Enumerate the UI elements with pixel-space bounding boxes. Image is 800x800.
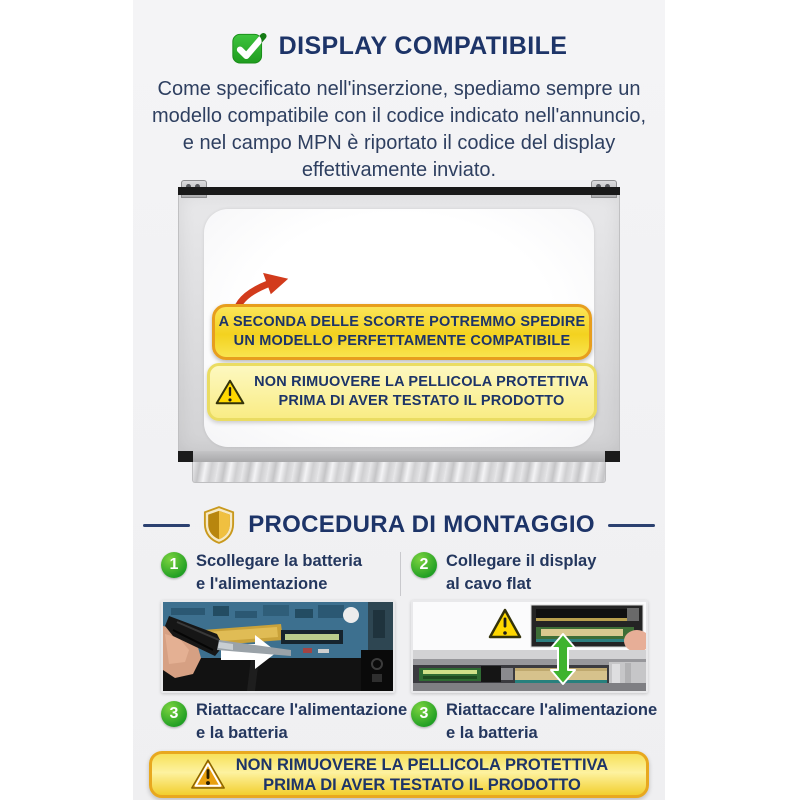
- footer-banner-line: NON RIMUOVERE LA PELLICOLA PROTETTIVA: [235, 755, 609, 774]
- connector-inset-photo: [531, 605, 648, 652]
- panel-top-strip: [178, 187, 620, 195]
- step-item-1: [161, 550, 411, 596]
- steps-row-1: [133, 550, 665, 596]
- panel-bottom-bar: [178, 451, 620, 462]
- bar-end-cap: [605, 451, 620, 462]
- footer-banner-line: PRIMA DI AVER TESTATO IL PRODOTTO: [263, 775, 581, 794]
- intro-line: Come specificato nell'inserzione, spediamo sempre un: [157, 78, 641, 100]
- step-number-badge: 1: [161, 552, 187, 578]
- listing-image: [133, 0, 665, 800]
- step-text-line: e l'alimentazione: [196, 575, 328, 593]
- shield-icon: [203, 505, 235, 545]
- footer-warning-banner: [149, 751, 649, 798]
- page-title: DISPLAY COMPATIBILE: [278, 31, 568, 60]
- steps-row-2: [133, 699, 665, 745]
- intro-paragraph: [133, 76, 665, 184]
- film-banner: [207, 363, 597, 421]
- footer-banner-text: [236, 755, 608, 795]
- warning-triangle-icon: [190, 758, 226, 791]
- film-banner-line: PRIMA DI AVER TESTATO IL PRODOTTO: [278, 393, 565, 409]
- film-banner-line: NON RIMUOVERE LA PELLICOLA PROTETTIVA: [254, 374, 589, 390]
- bar-end-cap: [178, 451, 193, 462]
- column-divider: [400, 552, 401, 596]
- step1-photo: [161, 600, 395, 693]
- stock-banner: [212, 304, 592, 360]
- step-number-badge: 2: [411, 552, 437, 578]
- step-text: [446, 699, 657, 745]
- checkmark-icon: [231, 27, 267, 65]
- intro-line: e nel campo MPN è riportato il codice del display: [182, 132, 616, 154]
- step-text-line: Scollegare la batteria: [196, 552, 362, 570]
- header: [133, 26, 665, 66]
- step-number-badge: 3: [411, 701, 437, 727]
- intro-line: modello compatibile con il codice indicato nell'annuncio,: [151, 105, 647, 127]
- panel-foil-strip: [192, 462, 606, 483]
- film-banner-text: [254, 373, 589, 411]
- step-item-3-left: [161, 699, 411, 745]
- intro-line: effettivamente inviato.: [301, 159, 497, 181]
- divider-line: [608, 524, 655, 527]
- step-text-line: e la batteria: [196, 724, 288, 742]
- step-item-3-right: [411, 699, 663, 745]
- step-text-line: Riattaccare l'alimentazione: [446, 701, 658, 719]
- photos-row: [133, 600, 665, 693]
- laptop-panel-image: [178, 187, 620, 483]
- divider-line: [143, 524, 190, 527]
- warning-triangle-icon: [215, 378, 245, 406]
- step-text-line: Collegare il display: [446, 552, 597, 570]
- step-number-badge: 3: [161, 701, 187, 727]
- step-text: [446, 550, 596, 596]
- stock-banner-line: UN MODELLO PERFETTAMENTE COMPATIBILE: [233, 333, 571, 349]
- step2-photo: [411, 600, 648, 693]
- procedure-header: [133, 503, 665, 547]
- procedure-title: PROCEDURA DI MONTAGGIO: [248, 511, 595, 538]
- step-text-line: Riattaccare l'alimentazione: [196, 701, 408, 719]
- step-item-2: [411, 550, 663, 596]
- step-text: [196, 699, 407, 745]
- step-text-line: e la batteria: [446, 724, 538, 742]
- stock-banner-line: A SECONDA DELLE SCORTE POTREMMO SPEDIRE: [218, 314, 586, 330]
- step-text-line: al cavo flat: [446, 575, 532, 593]
- panel-edge-photo: [413, 650, 646, 691]
- step-text: [196, 550, 362, 596]
